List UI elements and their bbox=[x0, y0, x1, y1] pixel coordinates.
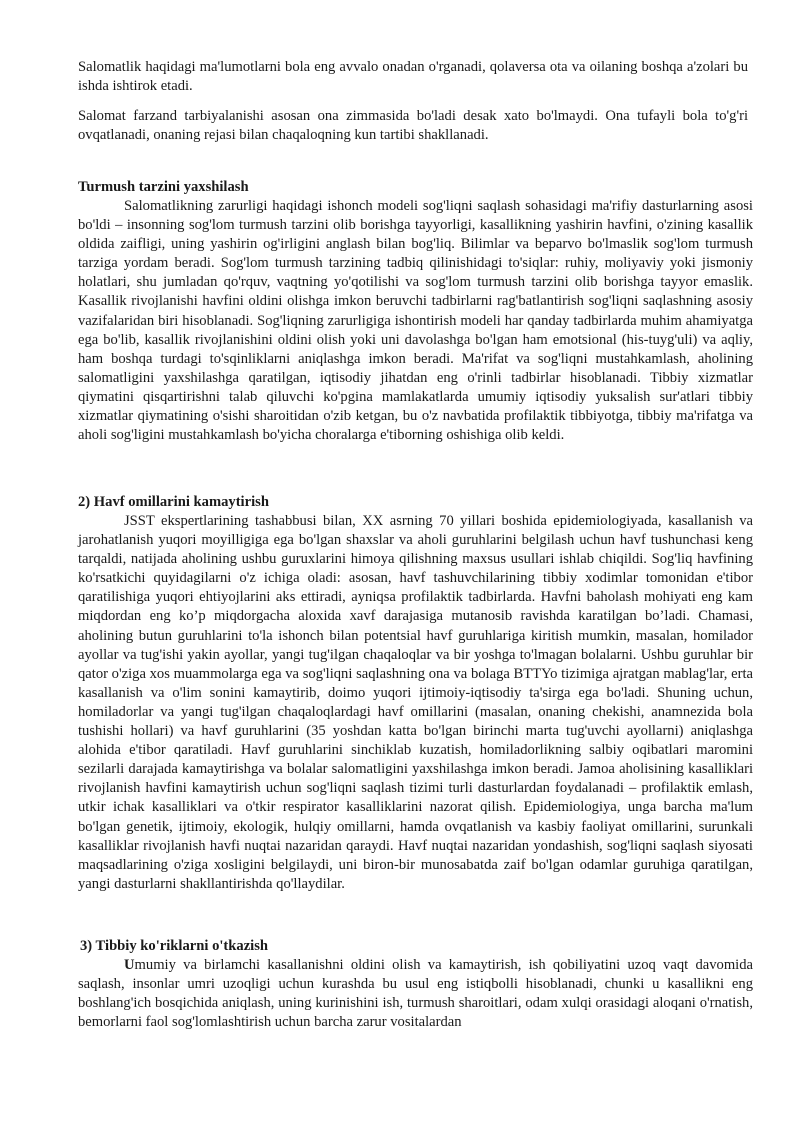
section-risk-factors bbox=[78, 493, 753, 894]
section-body-lifestyle: Salomatlikning zarurligi haqidagi ishonch modeli sog'liqni saqlash sohasidagi ma'rifiy dasturlarning asosi bo'ldi – insonning sog'lom turmush tarzini olib borishga tayyorligi, kasallikning yashirin havfini, o'zining kasallik oldida zaifligi, uning yashirin og'irligini anglash bilan bog'liq. Bilimlar va beparvo bo'lmaslik sog'lom turmush tarziga yordam beradi. Sog'lom turmush tarzining tadbiq qilinishidagi to'siqlar: ruhiy, moliyaviy yoki jismoniy holatlari, shu jumladan qo'rquv, vaqtning yo'qotilishi va sog'lom turmush tarzini olib borishga tayyor emaslik. Kasallik rivojlanishi havfini oldini olishga imkon beruvchi tadbirlarni rag'batlantirish sog'liqni saqlashning asosiy vazifalaridan biri hisoblanadi. Sog'liqning zarurligiga ishontirish modeli har qanday tadbirlarda muhim ahamiyatga ega bo'lib, kasallik rivojlanishini oldini olish yoki uni davolashga bo'lgan ham emotsional (his-tuyg'uli) va aqliy, ham boshqa turdagi to'sqinliklarni aniqlashga imkon beradi. Ma'rifat va sog'liqni mustahkamlash, aholining salomatligini yaxshilashga qaratilgan, iqtisodiy jihatdan eng o'rinli tadbirlar hisoblanadi. Tibbiy xizmatlar qiymatini qisqartirishni talab qiluvchi ko'pgina mamlakatlarda umumiy iqtisodiy yuksalish sur'atlari tibbiy xizmatlar qiymatining o'sishi sharoitidan o'zib ketgan, bu o'z navbatida profilaktik tibbiyotga, tibbiy ma'rifatga va aholi sog'ligini mustahkamlash bo'yicha choralarga e'tiborning oshishiga olib keldi. bbox=[78, 198, 753, 444]
intro-paragraph-2: Salomat farzand tarbiyalanishi asosan ona zimmasida bo'ladi desak xato bo'lmaydi. Ona tufayli bola to'g'ri ovqatlanadi, onaning rejasi bilan chaqaloqning kun tartibi shakllanadi. bbox=[78, 108, 748, 143]
section-body-text-medical-checkups: mumiy va birlamchi kasallanishni oldini olish va kamaytirish, ish qobiliyatini uzoq vaqt davomida saqlash, insonlar umri uzoqligi uchun kurashda bu usul eng istiqbolli hisoblanadi, chunki u kasallikni eng boshlang'ich bosqichida aniqlash, uning kurinishini ish, turmush sharoitlari, odam xulqi orasidagi aloqani o'rnatish, bemorlarni faol sog'lomlashtirish uchun barcha zarur vositalardan bbox=[78, 957, 753, 1031]
section-heading-medical-checkups: 3) Tibbiy ko'riklarni o'tkazish bbox=[80, 938, 269, 954]
intro-paragraph-1: Salomatlik haqidagi ma'lumotlarni bola eng avvalo onadan o'rganadi, qolaversa ota va oilaning boshqa a'zolari bu ishda ishtirok etadi. bbox=[78, 59, 748, 94]
section-heading-lifestyle: Turmush tarzini yaxshilash bbox=[78, 179, 249, 195]
section-body-medical-checkups bbox=[78, 956, 753, 1032]
section-lifestyle bbox=[78, 178, 753, 445]
drop-initial: U bbox=[124, 957, 135, 973]
section-body-risk-factors: JSST ekspertlarining tashabbusi bilan, XX asrning 70 yillari boshida epidemiologiyada, kasallanish va jarohatlanish yuqori moyilligiga ega bo'lgan shaxslar va aholi guruhlarini belgilash uchun havf tushunchasi keng tarqaldi, natijada aholining ushbu guruxlarini himoya qilishning maxsus usullari ishlab chiqildi. Sog'liq havfining ko'rsatkichi quyidagilarni o'z ichiga oladi: asosan, havf tashuvchilarining tibbiy xodimlar tomonidan e'tibor qaratilishiga yuqori ehtiyojlarini aks ettiradi, ayniqsa profilaktik tadbirlarda. Havfni baholash mohiyati eng kam miqdordan eng ko’p miqdorgacha aloxida xavf darajasiga mutanosib ravishda karatilgan bo’ladi. Chamasi, aholining butun guruhlarini to'la ishonch bilan potentsial havf guruhlariga kiritish mumkin, masalan, homilador ayollar va tug'ishi yakin ayollar, yangi tug'ilgan chaqaloqlar va bir yoshga to'lmagan bolalarni. Ushbu guruhlar bir qator o'ziga xos muammolarga ega va sog'liqni saqlashning ona va bolaga BTTYo tizimiga ajratgan mablag'lar, erta kasallanish va o'lim sonini kamaytirib, doimo yuqori ijtimoiy-iqtisodiy ta'sirga ega bo'ladi. Shuning uchun, homiladorlar va yangi tug'ilgan chaqaloqlardagi havf omillarini (masalan, onaning chekishi, anamnezida bola tushishi hollari) va havf guruhlarini (35 yoshdan katta bo'lgan birinchi marta tug'uvchi ayollarni) aniqlashga alohida e'tibor qaratiladi. Havf guruhlarini sinchiklab kuzatish, homiladorlikning salbiy oqibatlari maromini sezilarli darajada kamaytirishga va bolalar salomatligini yaxshilashga imkon beradi. Jamoa aholisining kasalliklari rivojlanish havfini kamaytirish uchun sog'liqni saqlash tizimi turli dasturlardan foydalanadi – profilaktik emlash, utkir ichak kasalliklari va o'tkir respirator kasalliklarini nazorat qilish. Epidemiologiya, unga barcha ma'lum bo'lgan genetik, ijtimoiy, ekologik, hulqiy omillarni, hamda ovqatlanish va kasbiy faoliyat omillarini, surunkali kasalliklar rivojlanish havfi nuqtai nazaridan qaraydi. Havf nuqtai nazaridan yondashish, sog'liqni saqlash siyosati maqsadlarining o'ziga xosligini belgilaydi, uni biron-bir munosabatda zaif bo'lgan odamlar guruhiga qaratilgan, yangi dasturlarni shakllantirishda qo'llaydilar. bbox=[78, 513, 753, 892]
section-medical-checkups bbox=[78, 937, 753, 1032]
section-heading-risk-factors: 2) Havf omillarini kamaytirish bbox=[78, 494, 269, 510]
